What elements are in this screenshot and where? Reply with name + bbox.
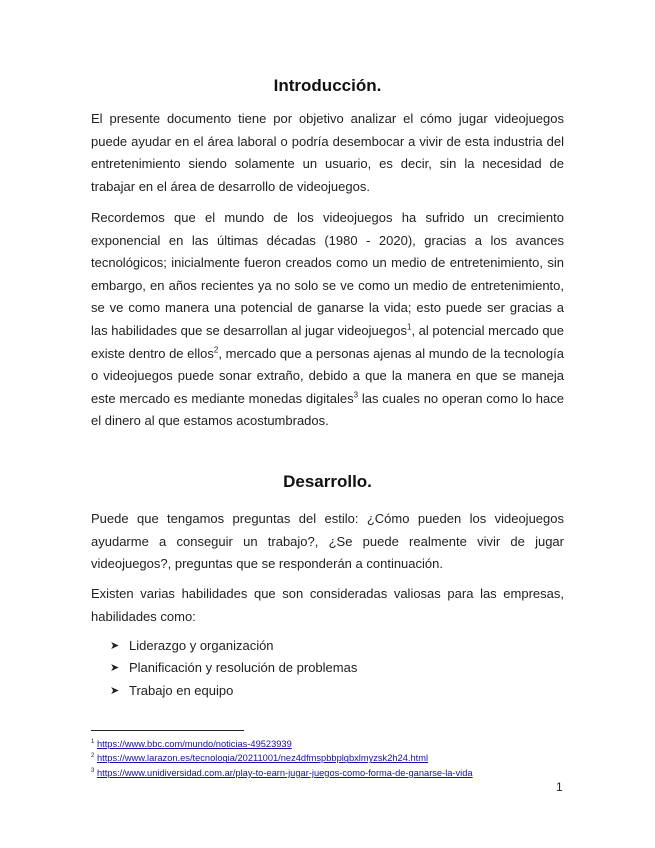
footnote-ref-1: 1 bbox=[406, 322, 412, 332]
footnote-ref-2: 2 bbox=[213, 345, 219, 355]
footnote-link-3[interactable]: https://www.unidiversidad.com.ar/play-to-earn-jugar-juegos-como-forma-de-ganarse-la-vida bbox=[96, 767, 473, 778]
arrow-bullet-icon: ➤ bbox=[110, 684, 120, 697]
intro-paragraph-2 bbox=[91, 207, 564, 433]
footnote-number: 1 bbox=[91, 739, 95, 745]
desarrollo-heading: Desarrollo. bbox=[283, 472, 372, 491]
list-item-text: Liderazgo y organización bbox=[129, 637, 274, 653]
arrow-bullet-icon: ➤ bbox=[110, 639, 120, 652]
list-item bbox=[110, 679, 357, 702]
skills-list bbox=[110, 634, 357, 702]
footnote-3 bbox=[91, 765, 473, 779]
footnote-1 bbox=[91, 736, 473, 750]
intro-p2-text-4: las cuales no operan como lo hace el dinero al que estamos acostumbrados. bbox=[91, 390, 564, 429]
list-item bbox=[110, 634, 357, 657]
intro-p2-text-2: , al potencial mercado que existe dentro de ellos bbox=[91, 322, 565, 361]
list-item-text: Planificación y resolución de problemas bbox=[129, 660, 358, 676]
footnotes bbox=[91, 736, 473, 779]
desarrollo-paragraph-1: Puede que tengamos preguntas del estilo: ¿Cómo pueden los videojuegos ayudarme a conseguir un trabajo?, ¿Se puede realmente vivir de jugar videojuegos?, preguntas que se responderán a continuación. bbox=[91, 511, 564, 572]
list-item-text: Trabajo en equipo bbox=[129, 682, 234, 698]
page-number: 1 bbox=[556, 780, 563, 794]
footnote-number: 3 bbox=[91, 767, 95, 774]
desarrollo-paragraph-2: Existen varias habilidades que son consideradas valiosas para las empresas, habilidades como: bbox=[91, 586, 564, 624]
footnote-ref-3: 3 bbox=[353, 390, 359, 400]
footnote-link-1[interactable]: https://www.bbc.com/mundo/noticias-49523939 bbox=[96, 739, 292, 750]
intro-heading: Introducción. bbox=[273, 76, 382, 95]
intro-p2-text-1: Recordemos que el mundo de los videojuegos ha sufrido un crecimiento exponencial en las últimas décadas (1980 - 2020), gracias a los avances tecnológicos; inicialmente fueron creados como un medio de entretenimiento, sin embargo, en años recientes ya no solo se ve como un medio de entretenimiento, se ve como manera una potencial de ganarse la vida; esto puede ser gracias a las habilidades que se desarrollan al jugar videojuegos bbox=[91, 210, 564, 338]
list-item bbox=[110, 657, 357, 680]
footnote-separator bbox=[91, 730, 244, 731]
footnote-number: 2 bbox=[91, 753, 95, 760]
footnote-2 bbox=[91, 750, 473, 764]
arrow-bullet-icon: ➤ bbox=[110, 662, 120, 675]
intro-p2-text-3: , mercado que a personas ajenas al mundo de la tecnología o videojuegos puede sonar extraño, debido a que la manera en que se maneja este mercado es mediante monedas digitales bbox=[91, 345, 565, 406]
intro-paragraph-1: El presente documento tiene por objetivo analizar el cómo jugar videojuegos puede ayudar en el área laboral o podría desembocar a vivir de esta industria del entretenimiento siendo solamente un usuario, es decir, sin la necesidad de trabajar en el área de desarrollo de videojuegos. bbox=[91, 111, 564, 194]
footnote-link-2[interactable]: https://www.larazon.es/tecnologia/20211001/nez4dfmspbbplgbxlmyzsk2h24.html bbox=[96, 753, 429, 764]
